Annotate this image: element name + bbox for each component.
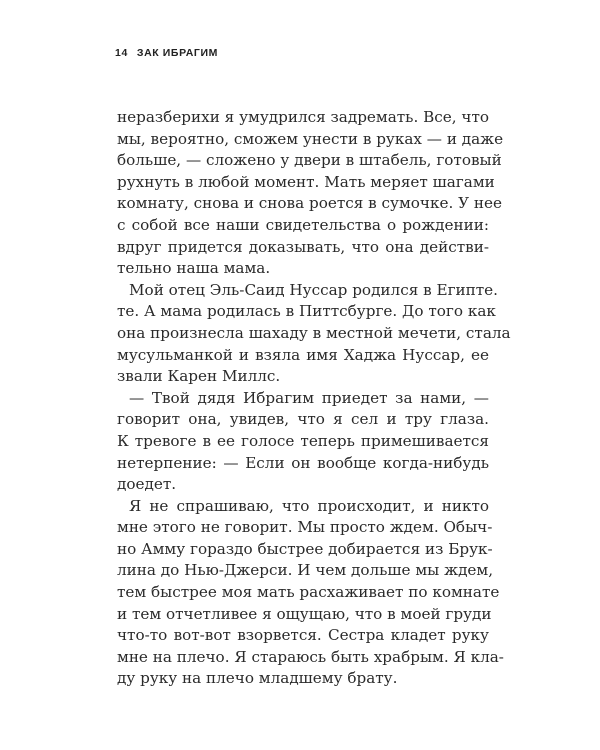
text-line: говорит она, увидев, что я сел и тру глаза.	[117, 410, 489, 429]
running-title: ЗАК ИБРАГИМ	[136, 47, 218, 59]
text-line: неразберихи я умудрился задремать. Все, что	[117, 108, 490, 126]
text-line: лина до Нью-Джерси. И чем дольше мы ждем,	[117, 561, 494, 580]
text-line: с собой все наши свидетельства о рождении:	[117, 215, 489, 234]
text-line: Мой отец Эль-Саид Нуссар родился в Египте.	[129, 280, 499, 299]
text-line: тем быстрее моя мать расхаживает по комнате	[117, 583, 500, 602]
text-line: К тревоге в ее голосе теперь примешивается	[117, 431, 489, 450]
text-line: мне этого не говорит. Мы просто ждем. Обыч-	[117, 518, 493, 537]
paragraph	[117, 107, 504, 280]
text-line: Я не спрашиваю, что происходит, и никто	[129, 496, 489, 515]
text-line: мне на плечо. Я стараюсь быть храбрым. Я кла-	[117, 647, 504, 666]
text-line: звали Карен Миллс.	[117, 367, 281, 386]
text-line: больше, — сложено у двери в штабель, готовый	[117, 151, 502, 170]
text-line: она произнесла шахаду в местной мечети, стала	[117, 323, 511, 342]
text-line: ду руку на плечо младшему брату.	[117, 669, 398, 688]
text-line: мы, вероятно, сможем унести в руках — и даже	[117, 129, 504, 148]
page-number: 14	[115, 47, 128, 59]
text-line: те. А мама родилась в Питтсбурге. До того как	[117, 302, 496, 321]
text-line: вдруг придется доказывать, что она действи-	[117, 237, 489, 256]
body-text	[117, 107, 511, 690]
running-header	[115, 47, 218, 59]
paragraph	[117, 496, 504, 690]
text-line: рухнуть в любой момент. Мать меряет шагами	[117, 172, 495, 191]
text-line: — Твой дядя Ибрагим приедет за нами, —	[129, 388, 489, 407]
text-line: мусульманкой и взяла имя Хаджа Нуссар, ее	[117, 345, 489, 364]
text-line: доедет.	[117, 475, 177, 494]
text-line: что-то вот-вот взорвется. Сестра кладет руку	[117, 626, 489, 645]
text-line: и тем отчетливее я ощущаю, что в моей груди	[117, 604, 492, 623]
paragraph	[117, 280, 511, 388]
text-line: нетерпение: — Если он вообще когда-нибудь	[117, 453, 489, 472]
text-line: тельно наша мама.	[117, 259, 271, 278]
text-line: комнату, снова и снова роется в сумочке. У нее	[117, 194, 503, 213]
paragraph	[117, 388, 489, 496]
text-line: но Амму гораздо быстрее добирается из Брук-	[117, 539, 493, 558]
